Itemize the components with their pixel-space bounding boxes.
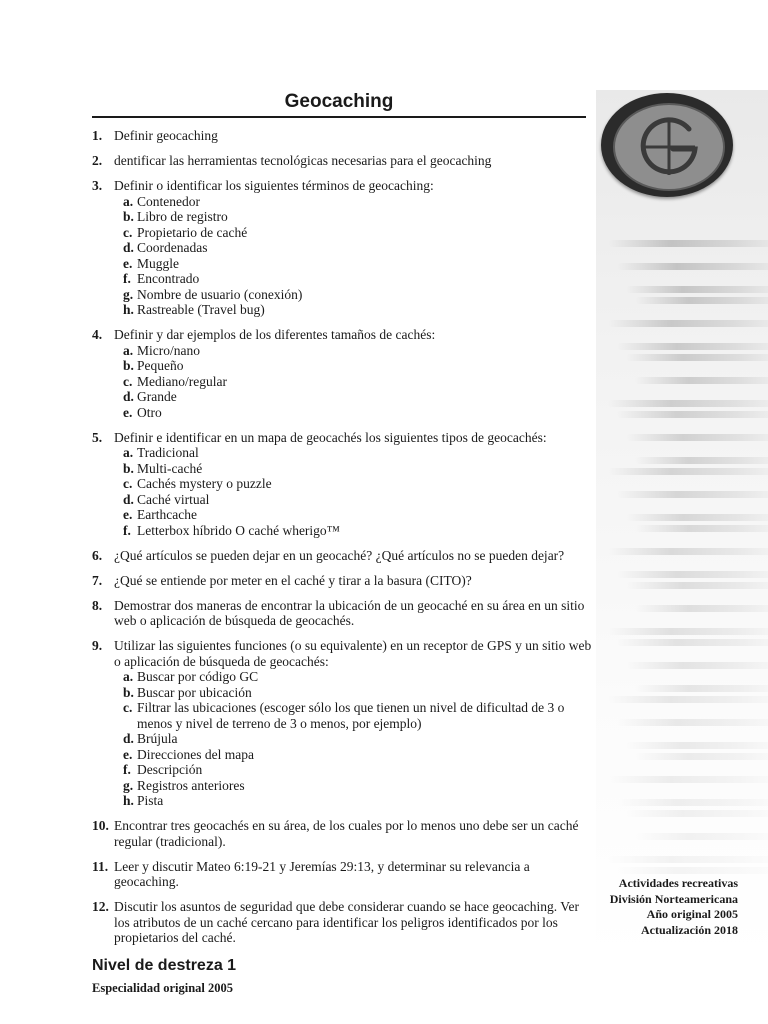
sub-item-text: Brújula bbox=[137, 731, 178, 746]
requirement-item bbox=[92, 153, 592, 169]
sub-item-text: Nombre de usuario (conexión) bbox=[137, 286, 303, 302]
sub-item-letter: d. bbox=[123, 389, 134, 404]
texture-streak bbox=[635, 457, 768, 464]
texture-streak bbox=[617, 867, 768, 874]
requirement-number: 8. bbox=[92, 597, 103, 613]
requirement-text: Encontrar tres geocachés en su área, de los cuales por lo menos uno debe ser un caché regular (tradicional). bbox=[114, 818, 579, 849]
sub-item-list bbox=[114, 669, 592, 809]
sub-item bbox=[114, 287, 592, 303]
sub-item bbox=[114, 374, 592, 390]
texture-streak bbox=[626, 354, 768, 361]
requirement-item bbox=[92, 327, 592, 420]
requirement-body bbox=[114, 430, 592, 539]
sub-item-text: Tradicional bbox=[137, 445, 199, 460]
texture-streak bbox=[626, 514, 768, 521]
requirement-number: 4. bbox=[92, 327, 103, 342]
sub-item-text: Registros anteriores bbox=[137, 777, 245, 793]
requirement-text: Leer y discutir Mateo 6:19-21 y Jeremías 29:13, y determinar su relevancia a geocaching. bbox=[114, 858, 530, 889]
sub-item-list bbox=[114, 445, 592, 538]
sub-item-text: Propietario de caché bbox=[137, 224, 248, 240]
requirement-body bbox=[114, 153, 592, 169]
requirement-body bbox=[114, 859, 592, 890]
sub-item-text: Cachés mystery o puzzle bbox=[137, 476, 272, 491]
sub-item-letter: h. bbox=[123, 793, 134, 808]
requirement-number: 9. bbox=[92, 638, 103, 653]
texture-streak bbox=[635, 525, 768, 532]
sub-item-text: Contenedor bbox=[137, 193, 200, 209]
sub-item-text: Grande bbox=[137, 389, 177, 404]
sub-item-text: Caché virtual bbox=[137, 491, 210, 507]
texture-streak bbox=[608, 776, 768, 783]
requirement-body bbox=[114, 178, 592, 318]
sub-item-text: Libro de registro bbox=[137, 209, 228, 224]
requirement-body bbox=[114, 548, 592, 564]
sub-item-letter: b. bbox=[123, 209, 134, 224]
texture-streak bbox=[617, 571, 768, 578]
publication-info-line: Año original 2005 bbox=[646, 907, 738, 921]
requirement-item bbox=[92, 430, 592, 539]
requirement-number: 12. bbox=[92, 899, 109, 914]
sub-item-letter: e. bbox=[123, 746, 133, 762]
requirement-text: Definir geocaching bbox=[114, 128, 218, 143]
sub-item-text: Pequeño bbox=[137, 358, 184, 373]
requirement-item bbox=[92, 818, 592, 849]
requirement-item bbox=[92, 598, 592, 629]
requirement-body bbox=[114, 598, 592, 629]
texture-streak bbox=[617, 719, 768, 726]
texture-streak bbox=[608, 696, 768, 703]
sub-item bbox=[114, 700, 592, 731]
sub-item-text: Rastreable (Travel bug) bbox=[137, 302, 265, 317]
requirement-item bbox=[92, 899, 592, 946]
sub-item bbox=[114, 358, 592, 374]
texture-streak bbox=[617, 343, 768, 350]
sub-item bbox=[114, 731, 592, 747]
sub-item bbox=[114, 762, 592, 778]
requirement-text: Utilizar las siguientes funciones (o su equivalente) en un receptor de GPS y un sitio web o aplicación de búsqueda de geocachés: bbox=[114, 638, 592, 669]
requirement-text: Definir o identificar los siguientes términos de geocaching: bbox=[114, 178, 434, 193]
requirement-body bbox=[114, 818, 592, 849]
sub-item bbox=[114, 685, 592, 701]
sub-item bbox=[114, 445, 592, 461]
requirement-text: ¿Qué artículos se pueden dejar en un geocaché? ¿Qué artículos no se pueden dejar? bbox=[114, 547, 565, 563]
sub-item bbox=[114, 778, 592, 794]
sub-item-letter: a. bbox=[123, 342, 134, 358]
requirement-item bbox=[92, 573, 592, 589]
sub-item bbox=[114, 793, 592, 809]
original-year: Especialidad original 2005 bbox=[92, 981, 233, 995]
sub-item bbox=[114, 209, 592, 225]
sub-item-letter: a. bbox=[123, 669, 134, 684]
requirement-number: 5. bbox=[92, 429, 103, 445]
requirement-text: Discutir los asuntos de seguridad que debe considerar cuando se hace geocaching. Ver los atributos de un caché cercano para identificar los peligros identificados por los propietarios del caché. bbox=[114, 899, 579, 945]
sub-item-text: Earthcache bbox=[137, 507, 197, 522]
texture-streak bbox=[608, 400, 768, 407]
requirement-item bbox=[92, 859, 592, 890]
sub-item bbox=[114, 271, 592, 287]
sub-item-letter: c. bbox=[123, 373, 133, 389]
sub-item-letter: e. bbox=[123, 255, 133, 271]
texture-streak bbox=[626, 662, 768, 669]
sub-item-letter: e. bbox=[123, 507, 133, 522]
texture-streak bbox=[635, 377, 768, 384]
requirement-number: 10. bbox=[92, 818, 109, 833]
sub-item bbox=[114, 389, 592, 405]
texture-streak bbox=[608, 320, 768, 327]
sub-item-letter: a. bbox=[123, 445, 134, 460]
sub-item-text: Letterbox híbrido O caché wherigo™ bbox=[137, 522, 340, 538]
geocaching-badge bbox=[601, 93, 733, 197]
sub-item-letter: g. bbox=[123, 286, 134, 302]
texture-streak bbox=[617, 799, 768, 806]
sub-item-text: Filtrar las ubicaciones (escoger sólo los que tienen un nivel de dificultad de 3 o menos y nivel de terreno de 3 o menos, por ejemplo) bbox=[137, 700, 565, 731]
texture-streak bbox=[617, 639, 768, 646]
publication-info-line: División Norteamericana bbox=[609, 891, 738, 906]
sub-item-text: Muggle bbox=[137, 255, 179, 271]
sub-item-text: Multi-caché bbox=[137, 460, 203, 476]
requirement-text: ¿Qué se entiende por meter en el caché y tirar a la basura (CITO)? bbox=[114, 572, 472, 588]
skill-level: Nivel de destreza 1 bbox=[92, 957, 237, 974]
sub-item-letter: c. bbox=[123, 224, 133, 240]
texture-streak bbox=[635, 605, 768, 612]
sub-item bbox=[114, 461, 592, 477]
texture-streak bbox=[626, 742, 768, 749]
requirement-number: 6. bbox=[92, 547, 103, 563]
requirement-body bbox=[114, 327, 592, 420]
requirement-body bbox=[114, 899, 592, 946]
publication-info bbox=[585, 876, 738, 938]
requirement-text: dentificar las herramientas tecnológicas necesarias para el geocaching bbox=[114, 153, 492, 168]
requirement-body bbox=[114, 638, 592, 809]
texture-streak bbox=[608, 548, 768, 555]
sub-item-text: Otro bbox=[137, 404, 162, 420]
texture-streak bbox=[635, 833, 768, 840]
texture-streak bbox=[626, 286, 768, 293]
sub-item-letter: g. bbox=[123, 777, 134, 793]
sub-item-letter: d. bbox=[123, 731, 134, 746]
requirement-body bbox=[114, 128, 592, 144]
sub-item-text: Mediano/regular bbox=[137, 373, 227, 389]
sub-item-letter: b. bbox=[123, 358, 134, 373]
sub-item-letter: h. bbox=[123, 302, 134, 317]
texture-streak bbox=[617, 263, 768, 270]
texture-streak bbox=[635, 297, 768, 304]
sub-item-text: Buscar por código GC bbox=[137, 669, 259, 684]
requirement-number: 1. bbox=[92, 128, 103, 143]
sub-item-letter: a. bbox=[123, 193, 134, 209]
sub-item-text: Direcciones del mapa bbox=[137, 746, 254, 762]
requirement-number: 7. bbox=[92, 572, 103, 588]
sub-item-letter: c. bbox=[123, 700, 133, 715]
requirement-text: Demostrar dos maneras de encontrar la ubicación de un geocaché en su área en un sitio web o aplicación de búsqueda de geocachés. bbox=[114, 597, 585, 628]
requirement-number: 2. bbox=[92, 153, 103, 168]
sub-item-text: Buscar por ubicación bbox=[137, 684, 252, 700]
sub-item bbox=[114, 240, 592, 256]
sub-item bbox=[114, 476, 592, 492]
sub-item-letter: f. bbox=[123, 762, 131, 777]
texture-streak bbox=[635, 753, 768, 760]
texture-streak bbox=[626, 434, 768, 441]
requirement-item bbox=[92, 548, 592, 564]
texture-streak bbox=[608, 468, 768, 475]
sub-item bbox=[114, 523, 592, 539]
sub-item-letter: c. bbox=[123, 476, 133, 491]
sub-item-letter: b. bbox=[123, 684, 134, 700]
sub-item-letter: d. bbox=[123, 491, 134, 507]
requirement-text: Definir e identificar en un mapa de geocachés los siguientes tipos de geocachés: bbox=[114, 429, 547, 445]
requirement-item bbox=[92, 178, 592, 318]
sub-item-text: Micro/nano bbox=[137, 342, 200, 358]
texture-streak bbox=[608, 628, 768, 635]
sub-item bbox=[114, 507, 592, 523]
texture-streak bbox=[635, 685, 768, 692]
title-rule bbox=[92, 116, 586, 118]
sub-item-list bbox=[114, 343, 592, 421]
sub-item bbox=[114, 343, 592, 359]
sub-item-letter: f. bbox=[123, 522, 131, 538]
sub-item-letter: b. bbox=[123, 460, 134, 476]
texture-streak bbox=[617, 491, 768, 498]
sub-item-letter: e. bbox=[123, 404, 133, 420]
publication-info-line: Actividades recreativas bbox=[618, 876, 738, 890]
requirement-item bbox=[92, 638, 592, 809]
page-title: Geocaching bbox=[284, 91, 394, 112]
decorative-side-texture bbox=[596, 90, 768, 960]
requirements-list bbox=[92, 128, 592, 955]
sub-item bbox=[114, 225, 592, 241]
sub-item-letter: f. bbox=[123, 271, 131, 286]
texture-streak bbox=[617, 411, 768, 418]
sub-item bbox=[114, 302, 592, 318]
requirement-text: Definir y dar ejemplos de los diferentes tamaños de cachés: bbox=[114, 327, 436, 342]
publication-info-line: Actualización 2018 bbox=[641, 922, 738, 937]
texture-streak bbox=[608, 856, 768, 863]
sub-item bbox=[114, 492, 592, 508]
sub-item-letter: d. bbox=[123, 240, 134, 255]
sub-item-list bbox=[114, 194, 592, 318]
sub-item bbox=[114, 405, 592, 421]
texture-streak bbox=[608, 240, 768, 247]
requirement-body bbox=[114, 573, 592, 589]
texture-streak bbox=[626, 810, 768, 817]
sub-item bbox=[114, 747, 592, 763]
requirement-item bbox=[92, 128, 592, 144]
texture-streak bbox=[626, 582, 768, 589]
sub-item bbox=[114, 194, 592, 210]
sub-item bbox=[114, 669, 592, 685]
sub-item bbox=[114, 256, 592, 272]
sub-item-text: Descripción bbox=[137, 762, 203, 777]
requirement-number: 11. bbox=[92, 858, 109, 874]
sub-item-text: Pista bbox=[137, 793, 164, 808]
sub-item-text: Coordenadas bbox=[137, 240, 208, 255]
geocaching-logo-icon bbox=[613, 103, 725, 191]
requirement-number: 3. bbox=[92, 178, 103, 193]
sub-item-text: Encontrado bbox=[137, 271, 200, 286]
